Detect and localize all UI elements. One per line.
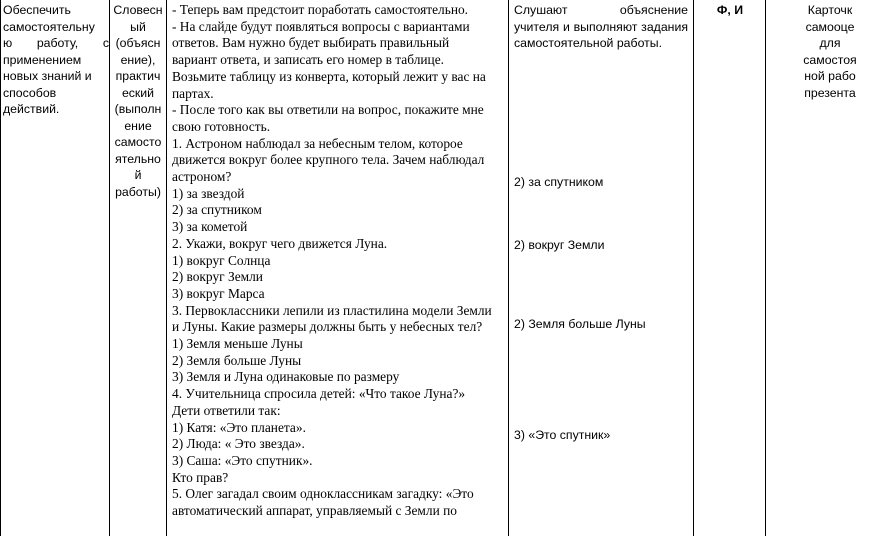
student-activity-line: учителя и выполняют задания <box>514 19 688 34</box>
activity-line: 3) Саша: «Это спутник». <box>172 452 313 468</box>
activity-line: 2) Земля больше Луны <box>172 352 302 368</box>
activity-line: вариант ответа, и записать его номер в таблице. <box>172 52 445 68</box>
methods-line: работы) <box>115 184 161 199</box>
methods-line: й <box>134 168 142 182</box>
activity-line: - После того как вы ответили на вопрос, покажите мне <box>172 102 484 118</box>
activity-line: 1) Земля меньше Луны <box>172 336 303 352</box>
goal-line: самостоятельну <box>3 19 95 34</box>
answer-3: 2) Земля больше Луны <box>514 317 646 331</box>
activity-line: 1) вокруг Солнца <box>172 252 271 268</box>
resources-line: Карточк <box>807 3 853 17</box>
activity-line: 3. Первоклассники лепили из пластилина модели Земли <box>172 302 492 318</box>
activity-line: 3) вокруг Марса <box>172 285 265 301</box>
student-activity-cell <box>514 2 688 52</box>
work-form-cell: Ф, И <box>716 3 744 17</box>
methods-line: Словесн <box>113 3 163 17</box>
activity-line: 1) Катя: «Это планета». <box>172 419 306 435</box>
resources-line: ной рабо <box>804 69 856 83</box>
student-activity-line: самостоятельной работы. <box>514 36 663 50</box>
activity-line: 2. Укажи, вокруг чего движется Луна. <box>172 235 388 251</box>
goal-line: Обеспечить <box>3 3 71 17</box>
goal-line: применением <box>3 52 82 67</box>
activity-line: астроном? <box>172 169 232 185</box>
activity-line: - Теперь вам предстоит поработать самостоятельно. <box>172 2 469 17</box>
methods-line: (выполн <box>114 102 162 116</box>
resources-line: самостоя <box>803 52 857 67</box>
activity-line: автоматический аппарат, управляемый с Земли по <box>172 503 457 519</box>
goal-line: действий. <box>3 102 60 116</box>
student-activity-line: Слушают объяснение <box>514 3 688 17</box>
activity-line: движется вокруг более крупного тела. Зачем наблюдал <box>172 152 485 168</box>
activity-line: 5. Олег загадал своим одноклассникам загадку: «Это <box>172 486 474 502</box>
activity-line: - На слайде будут появляться вопросы с вариантами <box>172 18 470 34</box>
activity-line: 1. Астроном наблюдал за небесным телом, которое <box>172 135 463 151</box>
activity-line: и Луны. Какие размеры должны быть у небесных тел? <box>172 319 483 335</box>
activity-line: 4. Учительница спросила детей: «Что такое Луна?» <box>172 386 466 402</box>
activity-line: ответов. Вам нужно будет выбирать правильный <box>172 35 450 51</box>
resources-line: презента <box>804 85 856 100</box>
activity-line: 2) за спутником <box>172 202 262 218</box>
activity-line: 3) Земля и Луна одинаковые по размеру <box>172 369 400 385</box>
answer-2: 2) вокруг Земли <box>514 238 605 252</box>
answer-4: 3) «Это спутник» <box>514 428 611 442</box>
methods-line: ый <box>130 19 146 34</box>
activity-line: 2) вокруг Земли <box>172 269 263 285</box>
goal-cell <box>3 2 109 118</box>
table-border-5 <box>765 0 766 536</box>
methods-line: еский <box>121 85 155 100</box>
activity-line: свою готовность. <box>172 118 271 134</box>
methods-cell <box>111 2 165 200</box>
methods-line: ятельно <box>115 151 161 166</box>
resources-line: для <box>819 36 841 50</box>
goal-line: ю работу, с <box>3 36 109 50</box>
table-border-1 <box>109 0 110 536</box>
activity-line: 3) за кометой <box>172 219 248 235</box>
table-border-4 <box>693 0 694 536</box>
answer-1: 2) за спутником <box>514 175 604 189</box>
activity-line: Возьмите таблицу из конверта, который лежит у вас на <box>172 68 486 84</box>
resources-cell <box>770 2 890 101</box>
methods-line: ение), <box>120 52 156 67</box>
activity-line: Кто прав? <box>172 469 229 485</box>
activity-line: партах. <box>172 85 214 101</box>
activity-line: 2) Люда: « Это звезда». <box>172 436 305 452</box>
activity-line: 1) за звездой <box>172 185 245 201</box>
methods-line: практич <box>115 69 161 83</box>
resources-line: самооце <box>805 19 855 34</box>
methods-line: ение <box>124 118 152 133</box>
teacher-activity-cell <box>172 2 508 520</box>
table-border-2 <box>166 0 167 536</box>
goal-line: новых знаний и <box>3 69 92 83</box>
table-border-3 <box>508 0 509 536</box>
goal-line: способов <box>3 85 57 100</box>
methods-line: (объясн <box>115 36 161 50</box>
table-border-left <box>0 0 1 536</box>
methods-line: самосто <box>114 135 162 149</box>
activity-line: Дети ответили так: <box>172 402 281 418</box>
